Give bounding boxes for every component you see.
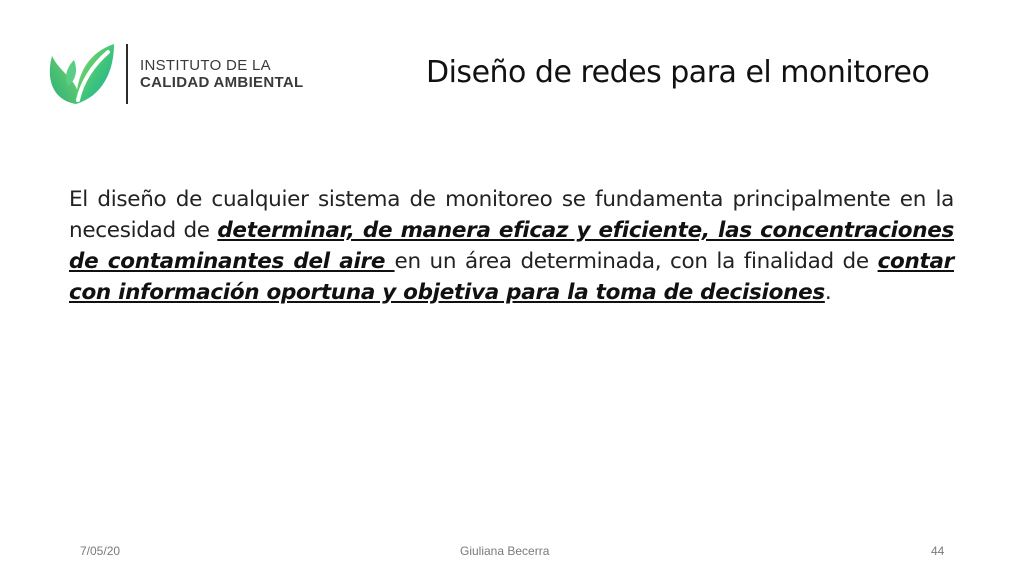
- logo-line-2: CALIDAD AMBIENTAL: [140, 74, 304, 91]
- slide-title: Diseño de redes para el monitoreo: [426, 55, 930, 90]
- footer-page-number: 44: [931, 544, 945, 558]
- body-emphasis-1: determinar, de manera eficaz y eficiente, las concentraciones de contaminantes del aire: [69, 218, 954, 274]
- institute-logo: [46, 42, 303, 106]
- logo-line-1: INSTITUTO DE LA: [140, 56, 271, 74]
- leaf-logo-icon: [46, 42, 116, 106]
- footer-date: 7/05/20: [80, 544, 121, 558]
- body-text-part-1: El diseño de cualquier sistema de monitoreo se fundamenta principalmente en la necesidad de: [69, 187, 954, 243]
- logo-divider: [126, 44, 128, 104]
- body-emphasis-2: contar con información oportuna y objetiva para la toma de decisiones: [69, 249, 954, 305]
- footer-author: Giuliana Becerra: [460, 544, 550, 558]
- logo-text: [140, 57, 303, 92]
- body-text-part-3: .: [824, 280, 832, 305]
- body-text-part-2: en un área determinada, con la finalidad de: [394, 249, 878, 274]
- body-paragraph: [69, 184, 954, 308]
